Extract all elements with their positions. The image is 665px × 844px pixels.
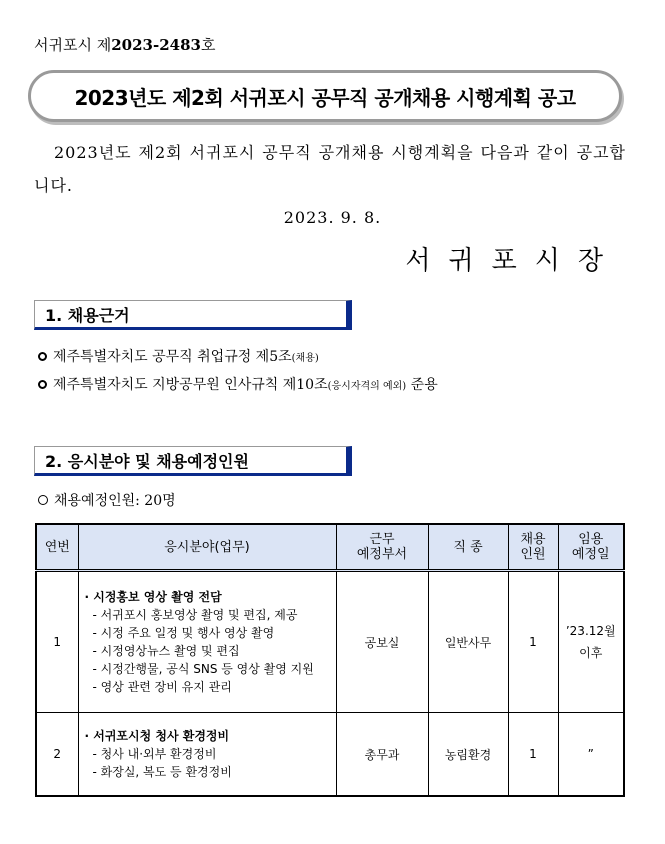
cell-field (78, 571, 336, 713)
cell-job: 일반사무 (428, 571, 508, 713)
header-no: 연번 (36, 524, 78, 571)
field-title: · 서귀포시청 청사 환경정비 (84, 729, 230, 743)
cell-start: ’23.12월 이후 (558, 571, 624, 713)
basis-item (38, 374, 438, 394)
headcount-text: 채용예정인원: 20명 (54, 493, 176, 509)
announcement-date: 2023. 9. 8. (283, 208, 382, 227)
table-row (36, 713, 624, 797)
basis-item (38, 346, 319, 366)
table-row (36, 571, 624, 713)
hollow-circle-icon (38, 495, 48, 505)
doc-number-value: 2023-2483 (111, 36, 201, 54)
basis-item-tail: 준용 (406, 377, 438, 393)
field-item: - 화장실, 복도 등 환경정비 (92, 765, 232, 779)
basis-item-note: (채용) (291, 353, 319, 364)
cell-count: 1 (508, 713, 558, 797)
intro-paragraph: 2023년도 제2회 서귀포시 공무직 공개채용 시행계획을 다음과 같이 공고합니다. (34, 143, 626, 195)
cell-no: 2 (36, 713, 78, 797)
doc-number-prefix: 서귀포시 제 (34, 36, 112, 54)
section-heading-basis: 1. 채용근거 (34, 300, 352, 330)
field-item: - 시정간행물, 공식 SNS 등 영상 촬영 지원 (92, 662, 314, 676)
recruitment-table (35, 523, 625, 797)
basis-item-note: (응시자격의 예외) (327, 381, 407, 392)
title-banner (28, 70, 622, 122)
header-field: 응시분야(업무) (78, 524, 336, 571)
field-title: · 시정홍보 영상 촬영 전담 (84, 590, 222, 604)
header-job: 직 종 (428, 524, 508, 571)
cell-no: 1 (36, 571, 78, 713)
cell-field (78, 713, 336, 797)
doc-number-suffix: 호 (200, 36, 216, 54)
header-start: 임용 예정일 (558, 524, 624, 571)
signer-name: 서귀포시장 (405, 246, 621, 276)
basis-item-text: 제주특별자치도 공무직 취업규정 제5조 (53, 349, 292, 365)
field-item: - 서귀포시 홍보영상 촬영 및 편집, 제공 (92, 608, 298, 622)
field-item: - 영상 관련 장비 유지 관리 (92, 680, 232, 694)
cell-dept: 총무과 (336, 713, 428, 797)
bullet-circle-icon (38, 352, 47, 361)
header-dept: 근무 예정부서 (336, 524, 428, 571)
cell-count: 1 (508, 571, 558, 713)
section-heading-recruitment: 2. 응시분야 및 채용예정인원 (34, 446, 352, 476)
basis-item-text: 제주특별자치도 지방공무원 인사규칙 제10조 (53, 377, 328, 393)
header-count: 채용 인원 (508, 524, 558, 571)
field-item: - 청사 내·외부 환경정비 (92, 747, 217, 761)
cell-job: 농림환경 (428, 713, 508, 797)
document-number (34, 34, 215, 55)
table-header-row (36, 524, 624, 571)
headcount-line (38, 490, 176, 510)
bullet-circle-icon (38, 380, 47, 389)
field-item: - 시정 주요 일정 및 행사 영상 촬영 (92, 626, 275, 640)
cell-dept: 공보실 (336, 571, 428, 713)
field-item: - 시정영상뉴스 촬영 및 편집 (92, 644, 240, 658)
cell-start: ” (558, 713, 624, 797)
page-title: 2023년도 제2회 서귀포시 공무직 공개채용 시행계획 공고 (74, 85, 576, 110)
